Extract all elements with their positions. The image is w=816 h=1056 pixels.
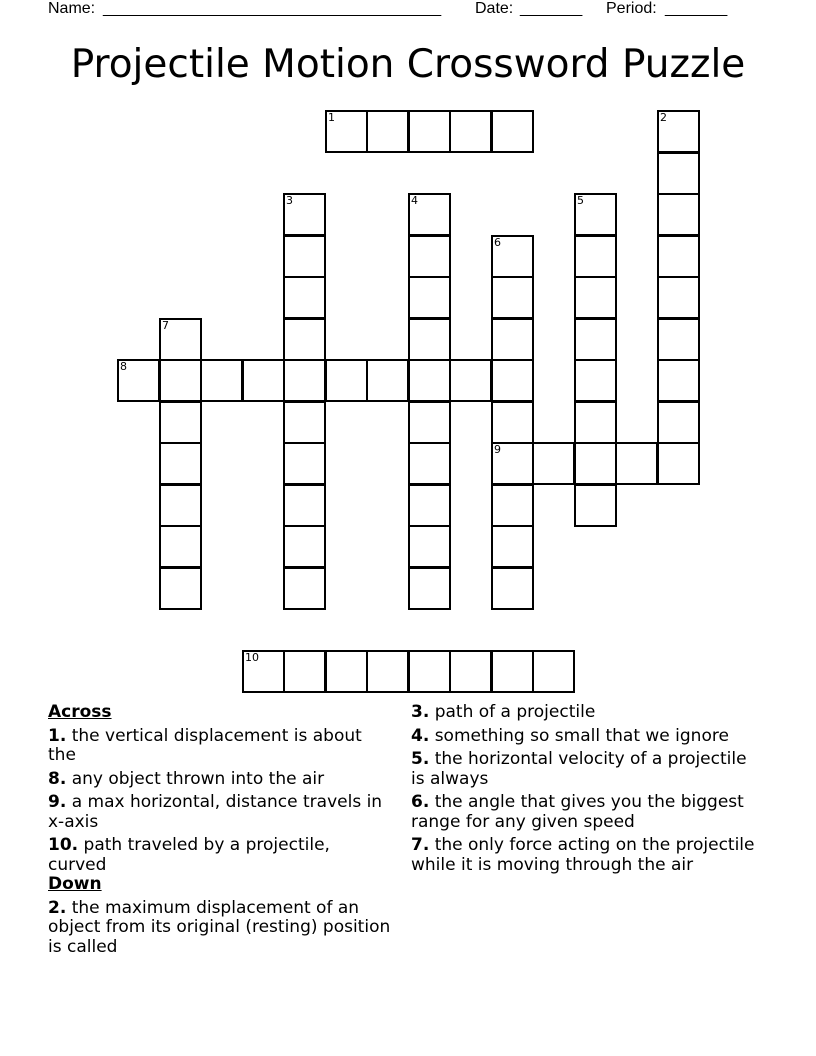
clue-number-label: 7 xyxy=(162,319,169,332)
clue-number-label: 5 xyxy=(577,194,584,207)
crossword-cell[interactable] xyxy=(408,276,451,319)
crossword-cell[interactable] xyxy=(491,235,534,278)
clue-text: path of a projectile xyxy=(434,702,596,722)
crossword-cell[interactable] xyxy=(491,650,534,693)
crossword-cell[interactable] xyxy=(657,152,700,195)
crossword-cell[interactable] xyxy=(283,235,326,278)
crossword-cell[interactable] xyxy=(532,650,575,693)
crossword-cell[interactable] xyxy=(491,276,534,319)
crossword-cell[interactable] xyxy=(159,359,202,402)
crossword-cell[interactable] xyxy=(159,442,202,485)
crossword-cell[interactable] xyxy=(159,318,202,361)
clue-across-1 xyxy=(48,727,393,766)
crossword-cell[interactable] xyxy=(408,484,451,527)
crossword-cell[interactable] xyxy=(242,650,285,693)
clue-number: 10. xyxy=(48,835,79,855)
crossword-cell[interactable] xyxy=(574,359,617,402)
crossword-cell[interactable] xyxy=(657,193,700,236)
crossword-cell[interactable] xyxy=(615,442,658,485)
clue-across-9 xyxy=(48,793,393,832)
crossword-cell[interactable] xyxy=(283,650,326,693)
crossword-cell[interactable] xyxy=(574,276,617,319)
clue-number-label: 9 xyxy=(494,443,501,456)
crossword-cell[interactable] xyxy=(491,567,534,610)
clue-down-3 xyxy=(411,703,761,723)
clue-number-label: 8 xyxy=(120,360,127,373)
clue-text: a max horizontal, distance travels in x-axis xyxy=(48,792,383,832)
clue-number: 3. xyxy=(411,702,430,722)
crossword-cell[interactable] xyxy=(283,276,326,319)
name-label: Name: xyxy=(48,0,96,17)
crossword-cell[interactable] xyxy=(283,318,326,361)
crossword-cell[interactable] xyxy=(366,110,409,153)
crossword-cell[interactable] xyxy=(574,318,617,361)
clue-text: the only force acting on the projectile while it is moving through the air xyxy=(411,835,755,875)
crossword-cell[interactable] xyxy=(283,567,326,610)
crossword-cell[interactable] xyxy=(159,567,202,610)
clue-number: 4. xyxy=(411,725,430,746)
crossword-cell[interactable] xyxy=(159,525,202,568)
crossword-cell[interactable] xyxy=(574,193,617,236)
crossword-cell[interactable] xyxy=(491,525,534,568)
clue-number-label: 6 xyxy=(494,236,501,249)
clue-number: 1. xyxy=(48,725,67,746)
crossword-cell[interactable] xyxy=(366,359,409,402)
crossword-cell[interactable] xyxy=(408,401,451,444)
clue-number-label: 2 xyxy=(660,111,667,124)
clue-down-2 xyxy=(48,899,393,958)
clue-number: 2. xyxy=(48,897,67,918)
period-label: Period: xyxy=(606,0,657,17)
crossword-cell[interactable] xyxy=(408,318,451,361)
crossword-cell[interactable] xyxy=(159,401,202,444)
crossword-cell[interactable] xyxy=(408,193,451,236)
clue-text: the maximum displacement of an object from its original (resting) position is called xyxy=(48,897,391,957)
crossword-cell[interactable] xyxy=(491,484,534,527)
crossword-cell[interactable] xyxy=(532,442,575,485)
crossword-cell[interactable] xyxy=(657,235,700,278)
crossword-cell[interactable] xyxy=(283,401,326,444)
clue-number: 6. xyxy=(411,792,430,812)
crossword-cell[interactable] xyxy=(574,235,617,278)
crossword-cell[interactable] xyxy=(491,318,534,361)
crossword-cell[interactable] xyxy=(449,110,492,153)
crossword-cell[interactable] xyxy=(200,359,243,402)
clue-down-5 xyxy=(411,750,761,789)
clue-across-8 xyxy=(48,770,393,790)
period-blank[interactable]: _______ xyxy=(665,0,728,17)
clue-across-10 xyxy=(48,836,393,875)
name-blank[interactable]: ______________________________________ xyxy=(103,0,442,17)
crossword-cell[interactable] xyxy=(325,110,368,153)
crossword-cell[interactable] xyxy=(657,442,700,485)
crossword-cell[interactable] xyxy=(283,525,326,568)
crossword-cell[interactable] xyxy=(574,401,617,444)
crossword-cell[interactable] xyxy=(408,359,451,402)
clue-number: 8. xyxy=(48,768,67,789)
clue-down-7 xyxy=(411,836,761,875)
clue-text: path traveled by a projectile, curved xyxy=(48,835,330,875)
crossword-cell[interactable] xyxy=(159,484,202,527)
down-heading: Down xyxy=(48,874,102,894)
crossword-cell[interactable] xyxy=(408,235,451,278)
crossword-cell[interactable] xyxy=(449,650,492,693)
clue-text: the vertical displacement is about the xyxy=(48,725,362,765)
clue-down-6 xyxy=(411,793,761,832)
clue-number: 7. xyxy=(411,835,430,855)
crossword-cell[interactable] xyxy=(325,359,368,402)
crossword-cell[interactable] xyxy=(366,650,409,693)
crossword-cell[interactable] xyxy=(491,442,534,485)
crossword-cell[interactable] xyxy=(283,193,326,236)
date-label: Date: xyxy=(475,0,514,17)
clue-number-label: 4 xyxy=(411,194,418,207)
clue-text: something so small that we ignore xyxy=(434,725,729,746)
across-heading: Across xyxy=(48,702,112,722)
clue-text: any object thrown into the air xyxy=(71,768,325,789)
puzzle-title: Projectile Motion Crossword Puzzle xyxy=(70,42,746,87)
crossword-cell[interactable] xyxy=(491,110,534,153)
crossword-cell[interactable] xyxy=(657,276,700,319)
crossword-cell[interactable] xyxy=(283,359,326,402)
crossword-cell[interactable] xyxy=(449,359,492,402)
crossword-cell[interactable] xyxy=(283,442,326,485)
crossword-cell[interactable] xyxy=(574,442,617,485)
crossword-cell[interactable] xyxy=(657,401,700,444)
crossword-cell[interactable] xyxy=(657,110,700,153)
clue-text: the angle that gives you the biggest range for any given speed xyxy=(411,792,744,832)
date-blank[interactable]: _______ xyxy=(520,0,583,17)
clue-number: 9. xyxy=(48,792,67,812)
clue-number-label: 3 xyxy=(286,194,293,207)
crossword-cell[interactable] xyxy=(325,650,368,693)
clues-left-column xyxy=(48,703,393,961)
clue-down-4 xyxy=(411,727,761,747)
crossword-cell[interactable] xyxy=(117,359,160,402)
clue-text: the horizontal velocity of a projectile is always xyxy=(411,749,747,789)
crossword-cell[interactable] xyxy=(408,442,451,485)
crossword-cell[interactable] xyxy=(408,110,451,153)
crossword-cell[interactable] xyxy=(408,650,451,693)
crossword-cell[interactable] xyxy=(283,484,326,527)
crossword-cell[interactable] xyxy=(657,359,700,402)
clues-right-column xyxy=(411,703,761,879)
crossword-cell[interactable] xyxy=(242,359,285,402)
crossword-cell[interactable] xyxy=(574,484,617,527)
clue-number-label: 1 xyxy=(328,111,335,124)
crossword-cell[interactable] xyxy=(491,359,534,402)
crossword-cell[interactable] xyxy=(657,318,700,361)
crossword-cell[interactable] xyxy=(408,525,451,568)
crossword-cell[interactable] xyxy=(408,567,451,610)
clue-number: 5. xyxy=(411,749,430,769)
clue-number-label: 10 xyxy=(245,651,259,664)
crossword-cell[interactable] xyxy=(491,401,534,444)
